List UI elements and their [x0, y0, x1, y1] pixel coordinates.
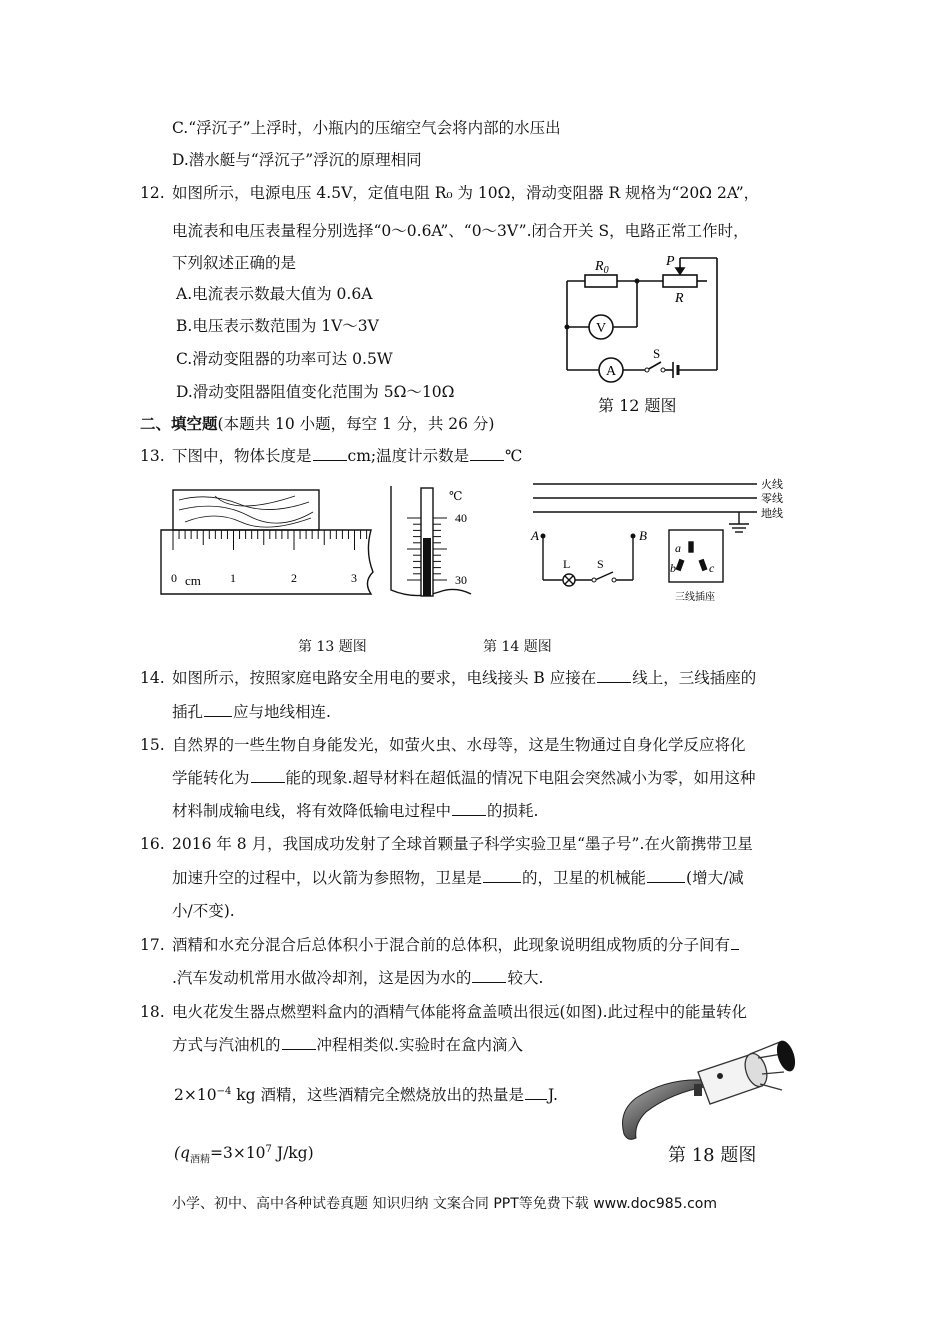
q15-line1: 自然界的一些生物自身能发光，如萤火虫、水母等，这是生物通过自身化学反应将化 — [172, 736, 746, 754]
three-pin-socket — [669, 530, 723, 582]
q15-line2: 学能转化为 能的现象.超导材料在超低温的情况下电阻会突然减小为零，如用这种 — [172, 769, 756, 787]
ruler-label-1: 1 — [230, 571, 236, 585]
q15-blank-2[interactable] — [452, 801, 486, 816]
q18-spark-generator-picture — [612, 1032, 802, 1148]
label-neutral-wire: 零线 — [761, 493, 783, 505]
label-v: V — [596, 321, 607, 336]
q15-number: 15. — [140, 736, 165, 754]
q13-thermometer-diagram — [385, 482, 485, 600]
q16-line3: 小/不变). — [172, 902, 235, 920]
label-lamp: L — [563, 557, 571, 571]
label-live-wire: 火线 — [761, 479, 783, 491]
section2-title: 二、填空题 — [140, 414, 218, 433]
label-a: A — [606, 364, 617, 379]
label-switch: S — [597, 557, 604, 571]
q17-blank-2[interactable] — [472, 968, 506, 983]
q18-heat-value: ($q_{酒精}=3\times 10^7$ J/kg) — [174, 1144, 314, 1166]
therm-label-40: 40 — [455, 511, 467, 525]
q12-number: 12. — [140, 184, 165, 202]
q17-number: 17. — [140, 936, 165, 954]
q17-blank-1[interactable] — [731, 935, 739, 950]
q15-blank-1[interactable] — [251, 768, 285, 783]
q16-number: 16. — [140, 835, 165, 853]
q12-option-d: D.滑动变阻器阻值变化范围为 5Ω～10Ω — [176, 383, 455, 401]
q13-blank-1[interactable] — [313, 446, 347, 461]
q14-blank-1[interactable] — [597, 668, 631, 683]
section2-note: (本题共 10 小题，每空 1 分，共 26 分) — [217, 415, 495, 433]
ruler-label-0: 0 — [171, 571, 177, 585]
ruler-label-3: 3 — [351, 571, 357, 585]
q14-blank-2[interactable] — [204, 702, 232, 717]
mercury-column — [423, 538, 431, 596]
resistor-r0 — [585, 275, 617, 287]
q11-option-c: C.“浮沉子”上浮时，小瓶内的压缩空气会将内部的水压出 — [172, 119, 561, 137]
label-a-point: A — [531, 528, 539, 543]
q18-line2: 方式与汽油机的 冲程相类似.实验时在盒内滴入 — [172, 1036, 523, 1054]
q13-ruler-diagram — [155, 482, 380, 600]
q13-text: 下图中，物体长度是 cm;温度计示数是 ℃ — [172, 447, 523, 465]
q13-caption: 第 13 题图 — [298, 639, 367, 655]
q16-blank-1[interactable] — [483, 868, 521, 883]
q12-option-b: B.电压表示数范围为 1V～3V — [176, 317, 379, 335]
q15-line3: 材料制成输电线，将有效降低输电过程中 的损耗. — [172, 802, 539, 820]
q12-stem-line2: 电流表和电压表量程分别选择“0～0.6A”、“0～3V”.闭合开关 S，电路正常工作时， — [172, 222, 749, 240]
page-footer: 小学、初中、高中各种试卷真题 知识归纳 文案合同 PPT等免费下载 www.doc985.com — [172, 1196, 717, 1212]
q14-line2: 插孔 应与地线相连. — [172, 703, 331, 721]
q18-blank-1[interactable] — [282, 1035, 316, 1050]
q16-blank-2[interactable] — [647, 868, 685, 883]
socket-hole-c: c — [709, 561, 715, 575]
ruler-label-2: 2 — [291, 571, 297, 585]
socket-hole-b: b — [670, 561, 676, 575]
q18-number: 18. — [140, 1003, 165, 1021]
q18-line1: 电火花发生器点燃塑料盒内的酒精气体能将盒盖喷出很远(如图).此过程中的能量转化 — [172, 1003, 748, 1021]
socket-hole-a: a — [675, 541, 681, 555]
q16-line1: 2016 年 8 月，我国成功发射了全球首颗量子科学实验卫星“墨子号”.在火箭携带卫星 — [172, 835, 753, 853]
label-ground-wire: 地线 — [761, 508, 783, 520]
q14-household-circuit-diagram — [525, 474, 795, 614]
label-socket: 三线插座 — [675, 592, 715, 603]
q14-caption: 第 14 题图 — [483, 639, 552, 655]
q12-caption: 第 12 题图 — [598, 396, 677, 415]
q14-number: 14. — [140, 669, 165, 687]
label-p: P — [666, 254, 675, 269]
q12-stem-line1: 如图所示，电源电压 4.5V，定值电阻 R₀ 为 10Ω，滑动变阻器 R 规格为“20Ω 2A”， — [172, 184, 760, 202]
rheostat-r — [663, 275, 697, 287]
section2-heading — [140, 414, 494, 434]
therm-label-30: 30 — [455, 573, 467, 587]
q12-option-c: C.滑动变阻器的功率可达 0.5W — [176, 350, 393, 368]
label-b-point: B — [639, 528, 647, 543]
q16-line2: 加速升空的过程中，以火箭为参照物，卫星是 的，卫星的机械能 (增大/减 — [172, 869, 744, 887]
q18-line3: $2\times 10^{-4}$ kg 酒精，这些酒精完全燃烧放出的热量是 J. — [174, 1086, 558, 1105]
q14-line1: 如图所示，按照家庭电路安全用电的要求，电线接头 B 应接在 线上，三线插座的 — [172, 669, 757, 687]
q18-caption: 第 18 题图 — [668, 1145, 757, 1166]
therm-unit: ℃ — [449, 489, 463, 503]
label-r0: $R_0$ — [595, 259, 609, 276]
q17-line1: 酒精和水充分混合后总体积小于混合前的总体积，此现象说明组成物质的分子间有 — [172, 935, 740, 955]
q18-blank-2[interactable] — [525, 1085, 547, 1100]
q11-option-d: D.潜水艇与“浮沉子”浮沉的原理相同 — [172, 151, 422, 169]
q12-option-a: A.电流表示数最大值为 0.6A — [176, 285, 373, 303]
q13-blank-2[interactable] — [470, 446, 504, 461]
q12-stem-line3: 下列叙述正确的是 — [172, 254, 297, 272]
q13-number: 13. — [140, 447, 165, 465]
ruler-unit: cm — [185, 573, 201, 588]
label-s: S — [653, 346, 661, 361]
label-r: R — [675, 291, 684, 306]
q17-line2: .汽车发动机常用水做冷却剂，这是因为水的 较大. — [172, 969, 544, 987]
